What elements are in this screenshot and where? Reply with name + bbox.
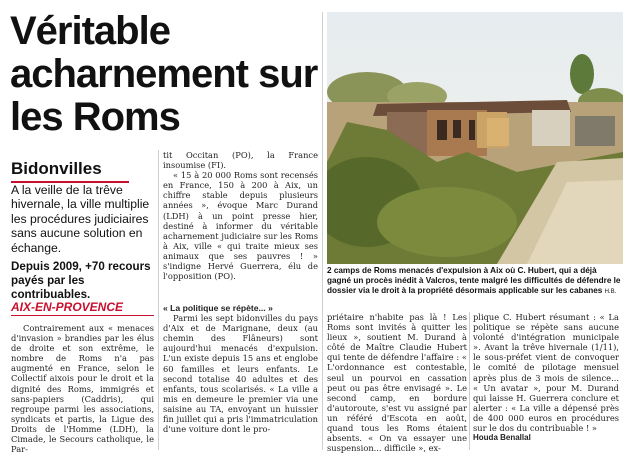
dateline: AIX-EN-PROVENCE: [11, 300, 154, 316]
byline: Houda Benallal: [473, 433, 531, 443]
column-divider: [469, 312, 470, 450]
article-column-2b: [163, 303, 318, 434]
caption-text: 2 camps de Roms menacés d'expulsion à Aix où C. Hubert, qui a déjà gagné un procès inédit à Valcros, tente malgré les difficultés de défendre le dossier via le droit à la propriété désormais applicable sur les cabanes: [327, 266, 621, 296]
kicker: Bidonvilles: [11, 159, 129, 183]
body-paragraph: plique C. Hubert résumant : « La politique se répète sans aucune volonté d'intégration municipale ». Avant la trêve hivernale (1/11), le sous-préfet vient de convoquer le comité de pilotage mensuel après plus de 3 mois de silence... « Un avatar », pour M. Durand qui laisse H. Guerrera conclure et alerter : « La ville a dépensé près de 400 000 euros en procédures sur le dos du contribuable ! »: [473, 312, 619, 434]
body-paragraph: priétaire n'habite pas là ! Les Roms sont invités à quitter les lieux », soutient M. Durand à côté de Maître Claudie Hubert qui tente de défendre l'affaire : « L'ordonnance est contestable, seul un pourvoi en cassation peut ou pas être envisagé ». Le second camp, en bordure d'autoroute, s'est vu assigné par un référé d'Escota en août, quand tous les Roms étaient absents. « On va essayer une suspension... difficile », ex-: [327, 312, 467, 454]
lede-stat: Depuis 2009, +70 recours payés par les contribuables.: [11, 260, 151, 301]
body-paragraph: Contrairement aux « menaces d'invasion » brandies par les élus de droite et son extrême, le nombre de Roms n'a pas augmenté en France, selon le Collectif aixois pour le droit et la dignité des Roms, immigrés et sans-papiers (Caddris), qui regroupe parmi les associations, syndicats et partis, la Ligue des Droits de l'Homme (LDH), la Cimade, le Secours catholique, le Par-: [11, 323, 154, 454]
subhead: « La politique se répète... »: [163, 303, 273, 313]
lede: A la veille de la trêve hivernale, la ville multiplie les procédures judiciaires sans aucune solution en échange.: [11, 183, 150, 255]
article-column-2: [163, 150, 318, 281]
body-paragraph: Parmi les sept bidonvilles du pays d'Aix et de Marignane, deux (au chemin des Flâneurs) sont aujourd'hui menacés d'expulsion. L'un existe depuis 15 ans et englobe 60 familles et leurs enfants. Le second totalise 40 adultes et des enfants, tous scolarisés. « La ville a mis en demeure le premier via une saisine au TA, envoyant un huissier fin juillet qui a pris l'immatriculation d'une voiture dont le pro-: [163, 313, 318, 435]
article-column-3: [327, 312, 467, 453]
headline: Véritable acharnement sur les Roms: [10, 9, 318, 139]
photo-caption: [327, 266, 623, 298]
column-divider: [322, 12, 323, 450]
article-column-4: [473, 312, 619, 443]
shantytown-photo: [327, 12, 623, 264]
photo-credit: H.B.: [604, 289, 617, 296]
body-paragraph: tit Occitan (PO), la France insoumise (FI).: [163, 150, 318, 171]
body-paragraph: « 15 à 20 000 Roms sont recensés en France, 150 à 200 à Aix, un chiffre stable depuis plusieurs années », évoque Marc Durand (LDH) à un point presse hier, destiné à informer du véritable acharnement judiciaire sur les Roms à Aix, ville « qui traite mieux ses animaux que ses pauvres ! » s'indigne Hervé Guerrera, élu de l'opposition (PO).: [163, 170, 318, 282]
column-divider: [158, 150, 159, 450]
article-column-1: [11, 323, 154, 454]
